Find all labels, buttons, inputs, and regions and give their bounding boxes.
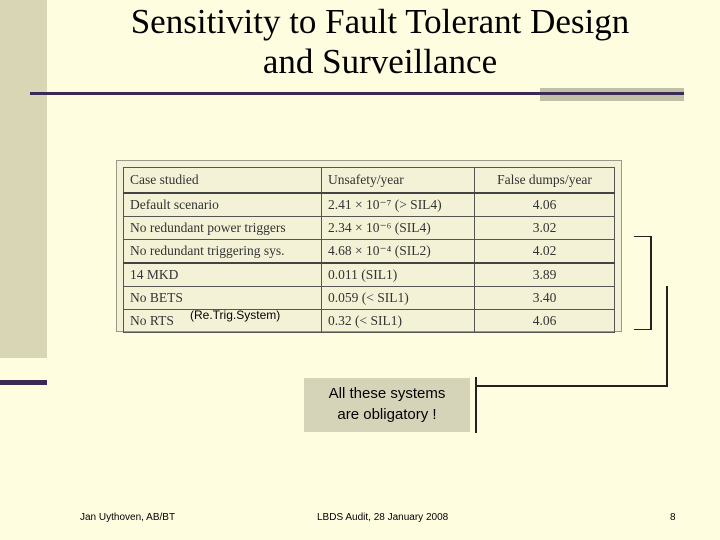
cell-false-dumps: 3.02	[475, 217, 615, 240]
cell-unsafety: 2.34 × 10⁻⁶ (SIL4)	[322, 217, 475, 240]
footer-event: LBDS Audit, 28 January 2008	[317, 512, 449, 523]
cell-false-dumps: 4.06	[475, 310, 615, 333]
cell-false-dumps: 3.40	[475, 287, 615, 310]
footer-page-number: 8	[670, 512, 676, 523]
group-bracket	[634, 236, 652, 330]
cell-unsafety: 0.059 (< SIL1)	[322, 287, 475, 310]
cell-unsafety: 0.011 (SIL1)	[322, 263, 475, 287]
results-table-frame	[116, 160, 622, 332]
connector-horizontal-line	[476, 385, 668, 387]
table-row	[124, 240, 615, 264]
left-decor-bar	[0, 0, 47, 358]
table-header-row	[124, 168, 615, 194]
table-row	[124, 217, 615, 240]
callout-line1: All these systems	[328, 385, 446, 402]
slide-title-line2: and Surveillance	[262, 42, 498, 81]
cell-case: 14 MKD	[124, 263, 322, 287]
cell-case: No redundant power triggers	[124, 217, 322, 240]
cell-false-dumps: 4.02	[475, 240, 615, 264]
slide-title	[60, 2, 700, 82]
retrig-system-label: (Re.Trig.System)	[190, 308, 281, 322]
cell-case: No RTS	[124, 310, 322, 333]
header-case: Case studied	[124, 168, 322, 194]
table-row	[124, 263, 615, 287]
cell-unsafety: 4.68 × 10⁻⁴ (SIL2)	[322, 240, 475, 264]
cell-unsafety: 2.41 × 10⁻⁷ (> SIL4)	[322, 193, 475, 217]
cell-case: Default scenario	[124, 193, 322, 217]
table-row	[124, 287, 615, 310]
title-rule	[30, 92, 684, 95]
left-decor-stub	[0, 380, 47, 385]
header-false-dumps: False dumps/year	[475, 168, 615, 194]
header-unsafety: Unsafety/year	[322, 168, 475, 194]
callout-line2: are obligatory !	[337, 406, 437, 423]
cell-false-dumps: 3.89	[475, 263, 615, 287]
connector-end-tick	[475, 377, 477, 433]
footer-author: Jan Uythoven, AB/BT	[80, 512, 176, 523]
slide-title-line1: Sensitivity to Fault Tolerant Design	[130, 2, 630, 41]
cell-case: No redundant triggering sys.	[124, 240, 322, 264]
cell-false-dumps: 4.06	[475, 193, 615, 217]
cell-case: No BETS	[124, 287, 322, 310]
obligatory-callout	[304, 378, 470, 432]
connector-vertical-line	[666, 286, 668, 386]
cell-unsafety: 0.32 (< SIL1)	[322, 310, 475, 333]
table-row	[124, 193, 615, 217]
